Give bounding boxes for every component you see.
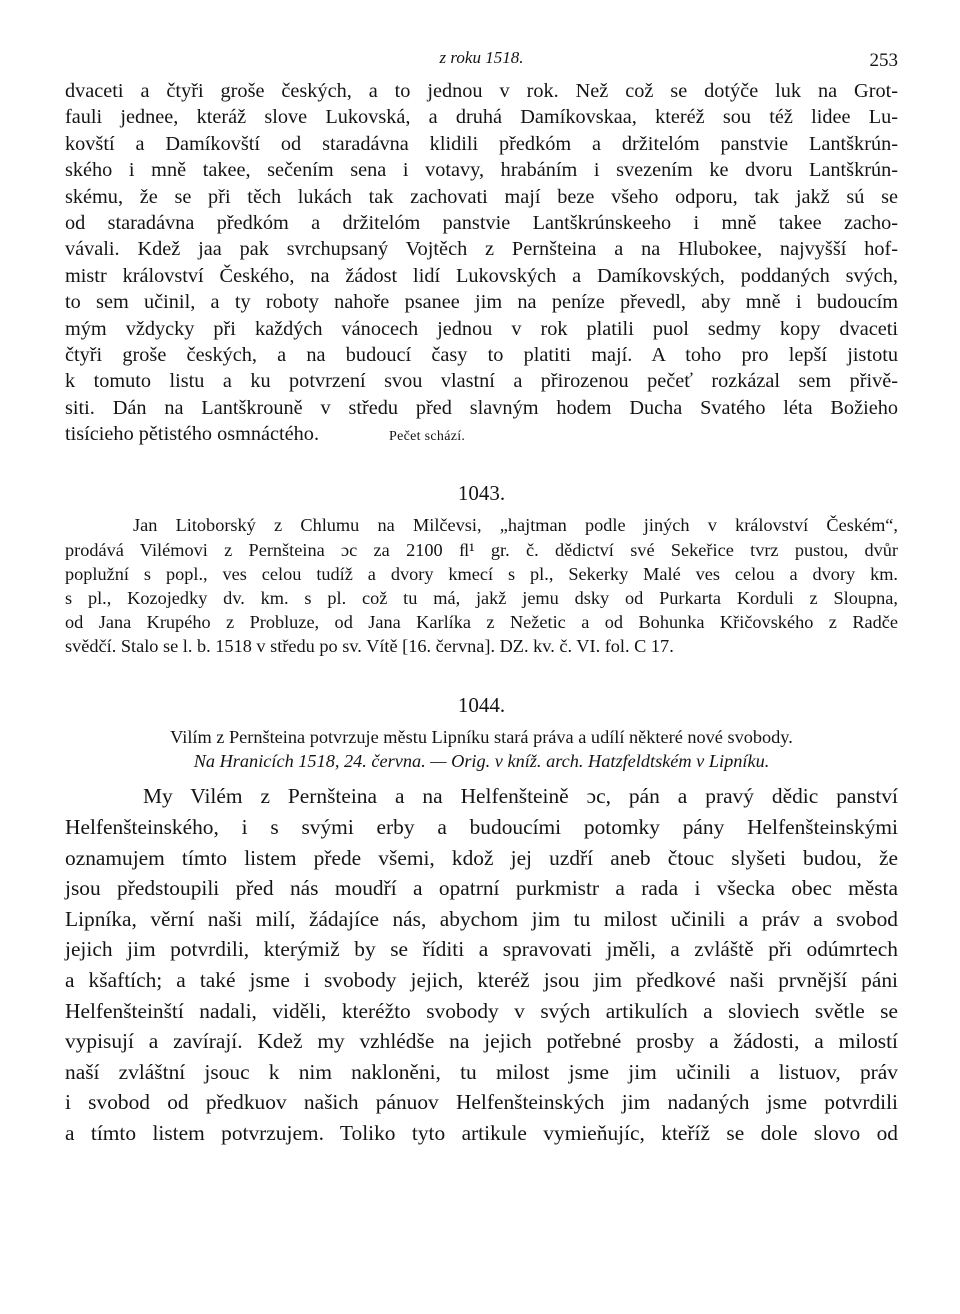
body-line: Helfenšteinští nadali, viděli, kteréžto svobody v svých artikulích a sloviech světle se [65, 998, 898, 1023]
body-line: Helfenšteinského, i s svými erby a budoucími potomky pány Helfenšteinskými [65, 815, 898, 839]
regest-line: svědčí. Stalo se l. b. 1518 v středu po sv. Vítě [16. června]. DZ. kv. č. VI. fol. C 17. [65, 636, 674, 657]
text-line: ského i mně takee, sečením sena i votavy, hrabáním i svezením ke dvoru Lantškrún- [65, 159, 898, 182]
text-line: siti. Dán na Lantškrouně v středu před slavným hodem Ducha Svatého léta Božieho [65, 396, 898, 419]
body-line: naší zvláštní jsouc k nim nakloněni, tu milost jsme jim učinili a listuov, práv [65, 1059, 898, 1084]
running-title: z roku 1518. [439, 48, 524, 67]
body-line: a kšaftích; a také jsme i svobody jejich, kteréž jsou jim předkové naši prvnější páni [65, 967, 898, 992]
body-line: My Vilém z Pernšteina a na Helfenšteině ɔc, pán a pravý dědic panství [143, 784, 898, 809]
text-line: k tomuto listu a ku potvrzení svou vlastní a přirozenou pečeť rozkázal sem přivě- [65, 370, 898, 393]
text-line-last [65, 421, 898, 447]
regest-1043 [65, 513, 898, 658]
document-page [65, 44, 898, 1149]
document-summary: Vilím z Pernšteina potvrzuje městu Lipníku stará práva a udílí některé nové svobody. [170, 726, 793, 747]
text-line: vávali. Kdež jaa pak svrchupsaný Vojtěch z Pernšteina a na Hlubokee, najvyšší hof- [65, 238, 898, 261]
body-line: vypisují a zavírají. Kdež my vzhlédše na jejich potřebné prosby a žádosti, a milostí [65, 1029, 898, 1054]
body-line: a tímto listem potvrzujem. Toliko tyto artikule vymieňujíc, kteříž se dole slovo od [65, 1120, 898, 1145]
regest-line: od Jana Krupého z Probluze, od Jana Karlíka z Nežetic a od Bohunka Křičovského z Radče [65, 612, 898, 633]
document-source: Na Hranicích 1518, 24. června. — Orig. v kníž. arch. Hatzfeldtském v Lipníku. [193, 751, 770, 771]
regest-line: Jan Litoborský z Chlumu na Milčevsi, „hajtman podle jiných v království Českém“, [133, 515, 898, 536]
running-header [65, 44, 898, 78]
body-line: jsou předstoupili před nás moudří a opatrní purkmistr a rada i všecka obec města [65, 876, 898, 901]
body-line: jejich jim potvrdili, kterýmiž by se říditi a spravovati jměli, a zvláště při odúmrtech [65, 937, 898, 962]
text-line: fauli jednee, kteráž slove Lukovská, a druhá Damíkovskaa, kteréž sou též lidee Lu- [65, 106, 898, 129]
regest-line: prodává Vilémovi z Pernšteina ɔc za 2100 ﬂ¹ gr. č. dědictví své Sekeřice tvrz pustou, dvůr [65, 539, 898, 560]
body-line: i svobod od předkuov našich pánuov Helfenšteinských jim nadaných jsme potvrdili [65, 1090, 898, 1115]
seal-note: Pečet schází. [389, 429, 466, 445]
document-body-1044 [65, 781, 898, 1148]
text-line: dvaceti a čtyři groše českých, a to jednou v rok. Než což se dotýče luk na Grot- [65, 80, 898, 102]
document-number-1043: 1043. [457, 481, 506, 506]
body-line: Lipníka, věrní naši milí, žádajíce nás, abychom jim tu milost učinili a práv a svobod [65, 906, 898, 931]
body-line: oznamujem tímto listem přede všemi, kdož jej uzdří aneb čtouc slyšeti budou, že [65, 845, 898, 870]
text-line: kovští a Damíkovští od staradávna klidili předkóm a držitelóm panstvie Lantškrún- [65, 132, 898, 155]
section-1042-continuation [65, 78, 898, 447]
document-number-1044: 1044. [457, 692, 506, 717]
text-line: mistr království Českého, na žádost lidí Lukovských a Damíkovských, poddaných svých, [65, 264, 898, 287]
page-number: 253 [869, 50, 898, 71]
text-line: od staradávna předkóm a držitelóm panstvie Lantškrúnskeeho i mně takee zacho- [65, 211, 898, 234]
text-line: čtyři groše českých, a na budoucí časy to platiti mají. A toho pro lepší jistotu [65, 343, 898, 366]
closing-text: tisícieho pětistého osmnáctého. [65, 423, 320, 446]
text-line: to sem učinil, a ty roboty nahoře psanee jim na peníze převedl, aby mně i budoucím [65, 291, 898, 314]
regest-line: s pl., Kozojedky dv. km. s pl. což tu má, jakž jemu dsky od Purkarta Korduli z Sloupna, [65, 588, 898, 609]
regest-line: poplužní s popl., ves celou tudíž a dvory kmecí s pl., Sekerky Malé ves celou a dvory km. [65, 563, 898, 584]
text-line: skému, že se při těch lukách tak zachovati mají beze všeho odporu, tak jakž sú se [65, 185, 898, 208]
text-line: mým vždycky při každých vánocech jednou v rok platili puol sedmy kopy dvaceti [65, 317, 898, 340]
